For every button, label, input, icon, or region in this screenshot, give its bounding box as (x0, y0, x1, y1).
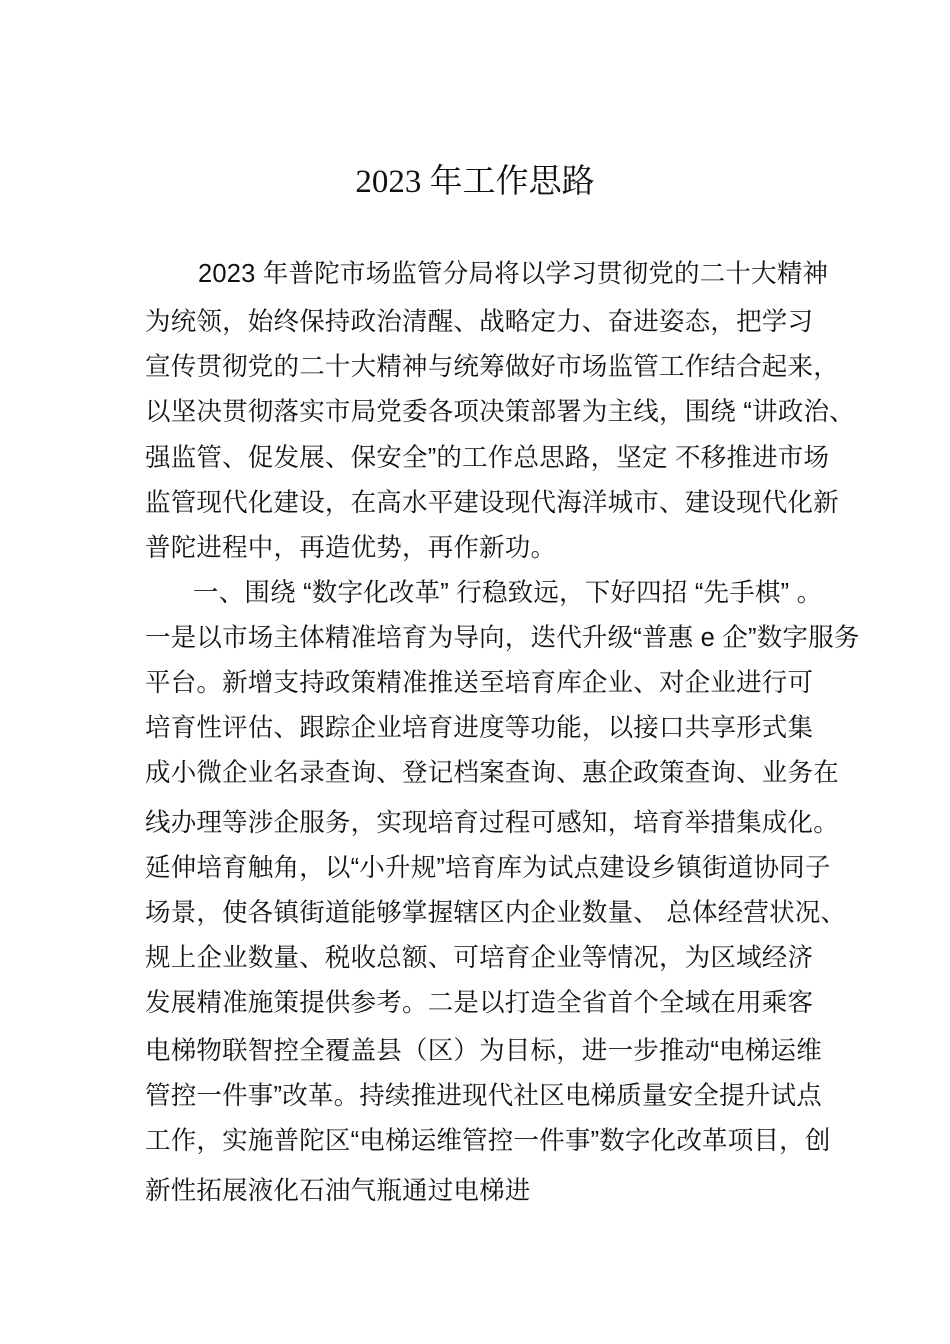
document-title: 2023 年工作思路 (355, 164, 595, 200)
text-line: 管控一件事”改革。持续推进现代社区电梯质量安全提升试点 (145, 1082, 822, 1110)
text-line: 发展精准施策提供参考。二是以打造全省首个全域在用乘客 (145, 989, 814, 1017)
text-line: 延伸培育触角，以“小升规”培育库为试点建设乡镇街道协同子 (145, 854, 831, 882)
text-line: 强监管、促发展、保安全”的工作总思路，坚定 不移推进市场 (145, 444, 830, 472)
text-line: 工作，实施普陀区“电梯运维管控一件事”数字化改革项目，创 (145, 1127, 831, 1155)
text-line: 为统领，始终保持政治清醒、战略定力、奋进姿态，把学习 (145, 308, 814, 336)
text-line: 2023 年普陀市场监管分局将以学习贯彻党的二十大精神 (198, 260, 829, 288)
text-line: 培育性评估、跟踪企业培育进度等功能，以接口共享形式集 (145, 714, 814, 742)
text-line: 规上企业数量、税收总额、可培育企业等情况，为区域经济 (145, 944, 814, 972)
text-line: 成小微企业名录查询、登记档案查询、惠企政策查询、业务在 (145, 759, 839, 787)
text-line: 一是以市场主体精准培育为导向，迭代升级“普惠 e 企”数字服务 (145, 624, 860, 652)
text-line: 新性拓展液化石油气瓶通过电梯进 (145, 1177, 531, 1205)
text-line: 普陀进程中，再造优势，再作新功。 (145, 534, 557, 562)
text-line: 线办理等涉企服务，实现培育过程可感知，培育举措集成化。 (145, 809, 839, 837)
text-line: 场景，使各镇街道能够掌握辖区内企业数量、 总体经营状况、 (145, 899, 847, 927)
text-line: 宣传贯彻党的二十大精神与统筹做好市场监管工作结合起来， (145, 353, 839, 381)
text-line: 平台。新增支持政策精准推送至培育库企业、对企业进行可 (145, 669, 814, 697)
text-line: 监管现代化建设，在高水平建设现代海洋城市、建设现代化新 (145, 489, 839, 517)
text-line: 以坚决贯彻落实市局党委各项决策部署为主线，围绕 “讲政治、 (145, 398, 855, 426)
text-line: 一、围绕 “数字化改革” 行稳致远，下好四招 “先手棋” 。 (193, 579, 823, 607)
text-line: 电梯物联智控全覆盖县（区）为目标，进一步推动“电梯运维 (145, 1037, 822, 1065)
